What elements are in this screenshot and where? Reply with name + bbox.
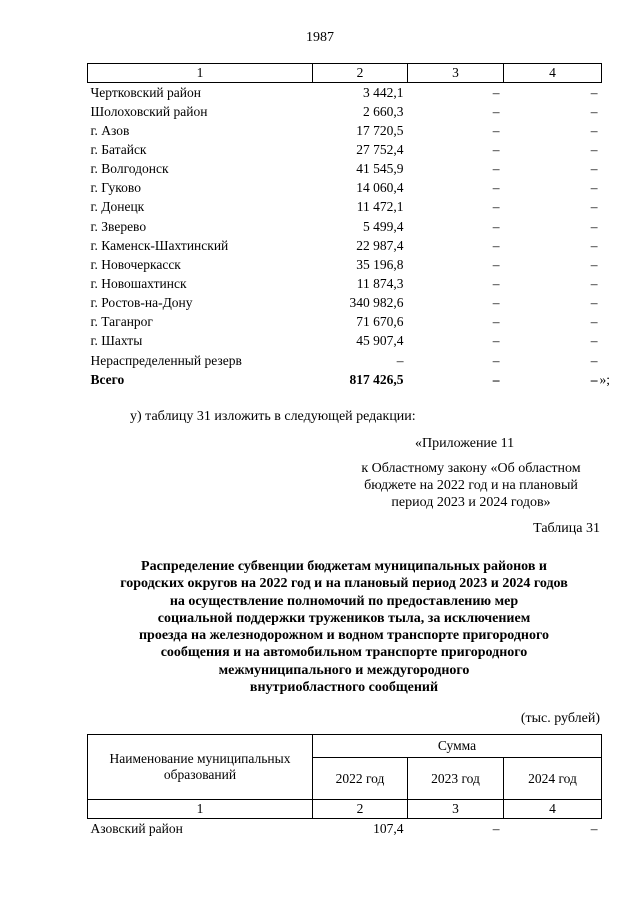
value-2024: – [590,84,598,100]
value-2024: – [590,352,598,368]
value-2023: – [492,180,500,196]
value-2022: – [396,352,404,368]
value-2022: 107,4 [373,820,404,836]
table-row [88,332,602,351]
title-line: социальной поддержки тружеников тыла, за исключением [157,610,531,626]
appendix-label: «Приложение 11 [415,436,515,451]
value-2024: – [590,314,598,330]
value-2023: – [492,333,500,349]
value-2024: – [590,237,598,253]
municipality-name: Чертковский район [90,84,201,100]
header-line: образований [163,767,237,782]
value-2023: – [492,161,500,177]
year-header-2024: 2024 год [504,758,602,800]
municipality-name: Азовский район [90,820,183,836]
column-number: 2 [313,64,408,83]
closing-quote: »; [599,371,611,387]
header-row [88,735,602,758]
column-number-row [88,800,602,819]
municipality-name: г. Зверево [90,218,147,234]
value-2024: – [590,141,598,157]
total-2022: 817 426,5 [349,371,404,387]
value-2023: – [492,237,500,253]
value-2023: – [492,218,500,234]
appendix-line: период 2023 и 2024 годов» [391,495,551,510]
total-row [88,370,602,389]
value-2022: 340 982,6 [349,295,404,311]
sum-header: Сумма [313,735,602,758]
value-2023: – [492,275,500,291]
municipality-name: г. Ростов-на-Дону [90,295,193,311]
table-body [88,819,602,839]
page-number: 1987 [306,30,334,45]
appendix-line: бюджете на 2022 год и на плановый [364,478,578,493]
column-number: 1 [88,64,313,83]
column-number: 2 [313,800,408,819]
value-2024: – [590,103,598,119]
appendix-reference [340,460,602,511]
municipality-name: г. Гуково [90,180,141,196]
municipality-name: Нераспределенный резерв [90,352,242,368]
value-2022: 3 442,1 [363,84,404,100]
table-body [88,83,602,371]
value-2024: – [590,161,598,177]
table-row [88,313,602,332]
amendment-instruction: у) таблицу 31 изложить в следующей редакции: [130,409,416,424]
year-header-2023: 2023 год [408,758,504,800]
table-row [88,819,602,839]
value-2022: 17 720,5 [356,122,404,138]
header-line: Наименование муниципальных [109,751,291,766]
table-row [88,83,602,103]
value-2023: – [492,295,500,311]
value-2022: 35 196,8 [356,256,404,272]
title-line: проезда на железнодорожном и водном транспорте пригородного [138,628,550,644]
table-row [88,140,602,159]
value-2024: – [590,180,598,196]
table-row [88,121,602,140]
allocation-table-continued [87,63,611,389]
municipality-name: г. Новошахтинск [90,275,187,291]
value-2022: 41 545,9 [356,161,404,177]
municipality-name: г. Новочеркасск [90,256,181,272]
value-2024: – [590,256,598,272]
table-title [87,558,601,696]
municipality-name: Шолоховский район [90,103,208,119]
value-2023: – [492,84,500,100]
table-row [88,179,602,198]
column-number: 4 [504,64,602,83]
value-2022: 5 499,4 [363,218,404,234]
table-row [88,102,602,121]
value-2023: – [492,352,500,368]
title-line: городских округов на 2022 год и на плановый период 2023 и 2024 годов [120,576,568,592]
value-2022: 45 907,4 [356,333,404,349]
value-2024: – [590,333,598,349]
table-row [88,274,602,293]
value-2022: 27 752,4 [356,141,404,157]
value-2022: 22 987,4 [356,237,404,253]
table-31 [87,734,602,838]
total-2024-value: – [590,371,598,387]
value-2024: – [590,122,598,138]
total-label: Всего [90,371,125,387]
column-number: 3 [408,800,504,819]
value-2024: – [590,295,598,311]
value-2023: – [492,122,500,138]
value-2023: – [492,103,500,119]
total-2023: – [492,371,500,387]
table-row [88,198,602,217]
value-2022: 71 670,6 [356,314,404,330]
title-line: внутриобластного сообщений [249,680,439,696]
units-label: (тыс. рублей) [520,711,600,726]
municipality-name: г. Азов [90,122,130,138]
total-2024 [504,370,611,389]
value-2024: – [590,199,598,215]
value-2022: 11 874,3 [356,275,404,291]
municipality-name: г. Донецк [90,199,145,215]
column-number-row [88,64,602,83]
column-number: 3 [408,64,504,83]
table-number: Таблица 31 [533,521,600,536]
municipality-name: г. Каменск-Шахтинский [90,237,229,253]
title-line: межмуниципального и междугородного [218,662,470,678]
value-2022: 14 060,4 [356,180,404,196]
municipality-name: г. Таганрог [90,314,153,330]
title-line: сообщения и на автомобильном транспорте пригородного [160,645,528,661]
column-number: 1 [88,800,313,819]
title-line: на осуществление полномочий по предоставлению мер [169,593,519,609]
value-2023: – [492,314,500,330]
table-row [88,351,602,370]
appendix-line: к Областному закону «Об областном [361,461,581,476]
value-2022: 2 660,3 [363,103,404,119]
value-2024: – [590,820,598,836]
value-2023: – [492,199,500,215]
municipality-name: г. Волгодонск [90,161,169,177]
value-2024: – [590,218,598,234]
value-2023: – [492,141,500,157]
value-2024: – [590,275,598,291]
table-row [88,160,602,179]
title-line: Распределение субвенции бюджетам муниципальных районов и [141,559,547,574]
year-header-2022: 2022 год [313,758,408,800]
municipality-name: г. Шахты [90,333,143,349]
value-2022: 11 472,1 [356,199,404,215]
table-row [88,294,602,313]
table-row [88,236,602,255]
value-2023: – [492,256,500,272]
table-row [88,255,602,274]
column-number: 4 [504,800,602,819]
municipality-header [88,735,313,800]
municipality-name: г. Батайск [90,141,147,157]
value-2023: – [492,820,500,836]
table-row [88,217,602,236]
